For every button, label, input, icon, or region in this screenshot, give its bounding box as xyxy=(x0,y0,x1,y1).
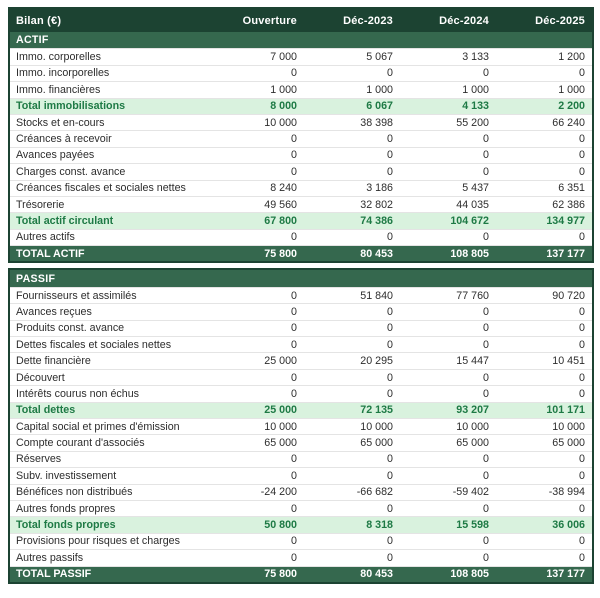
subtotal-row xyxy=(10,212,592,228)
row-label: TOTAL PASSIF xyxy=(16,568,92,581)
cell-dec-2024: 0 xyxy=(483,338,489,351)
row-label: Immo. corporelles xyxy=(16,51,101,64)
cell-dec-2024: 0 xyxy=(483,322,489,335)
cell-dec-2024: 15 598 xyxy=(456,519,489,532)
cell-dec-2024: 0 xyxy=(483,149,489,162)
section-actif xyxy=(10,32,592,261)
table-row xyxy=(10,114,592,130)
column-header-dec-2023: Déc-2023 xyxy=(343,14,393,27)
cell-ouverture: 0 xyxy=(291,535,297,548)
cell-dec-2025: 36 006 xyxy=(552,519,585,532)
row-label: Produits const. avance xyxy=(16,322,125,335)
cell-ouverture: 1 000 xyxy=(270,83,297,96)
cell-dec-2025: 0 xyxy=(579,133,585,146)
column-header-ouverture: Ouverture xyxy=(242,14,297,27)
cell-ouverture: 0 xyxy=(291,165,297,178)
cell-ouverture: 50 800 xyxy=(264,519,297,532)
cell-dec-2025: 65 000 xyxy=(552,437,585,450)
table-row xyxy=(10,451,592,467)
cell-ouverture: -24 200 xyxy=(260,486,297,499)
cell-dec-2025: 0 xyxy=(579,231,585,244)
cell-dec-2024: 0 xyxy=(483,453,489,466)
row-label: Avances payées xyxy=(16,149,95,162)
cell-dec-2023: 0 xyxy=(387,387,393,400)
cell-dec-2023: 0 xyxy=(387,469,393,482)
cell-dec-2025: 0 xyxy=(579,502,585,515)
section-title: PASSIF xyxy=(16,272,56,285)
cell-dec-2023: 72 135 xyxy=(360,404,393,417)
row-label: Autres passifs xyxy=(16,551,84,564)
cell-ouverture: 0 xyxy=(291,133,297,146)
row-label: Provisions pour risques et charges xyxy=(16,535,180,548)
cell-dec-2025: 0 xyxy=(579,387,585,400)
cell-dec-2025: 137 177 xyxy=(546,247,585,260)
table-row xyxy=(10,549,592,565)
row-label: Total actif circulant xyxy=(16,214,114,227)
cell-dec-2025: -38 994 xyxy=(548,486,585,499)
row-label: Créances fiscales et sociales nettes xyxy=(16,182,186,195)
cell-dec-2023: 10 000 xyxy=(360,420,393,433)
cell-dec-2025: 0 xyxy=(579,371,585,384)
cell-dec-2024: 108 805 xyxy=(450,568,489,581)
row-label: Total immobilisations xyxy=(16,100,126,113)
cell-ouverture: 0 xyxy=(291,338,297,351)
cell-ouverture: 49 560 xyxy=(264,198,297,211)
cell-dec-2025: 10 451 xyxy=(552,355,585,368)
row-label: Découvert xyxy=(16,371,65,384)
cell-dec-2023: 74 386 xyxy=(360,214,393,227)
cell-dec-2023: 8 318 xyxy=(366,519,393,532)
cell-dec-2023: 38 398 xyxy=(360,116,393,129)
passif-table xyxy=(8,268,594,583)
table-header-row xyxy=(10,9,592,32)
cell-dec-2024: 0 xyxy=(483,305,489,318)
cell-ouverture: 65 000 xyxy=(264,437,297,450)
cell-dec-2023: 20 295 xyxy=(360,355,393,368)
cell-dec-2025: 0 xyxy=(579,149,585,162)
table-row xyxy=(10,418,592,434)
cell-dec-2023: 0 xyxy=(387,535,393,548)
cell-dec-2024: 77 760 xyxy=(456,289,489,302)
table-row xyxy=(10,163,592,179)
cell-dec-2025: 0 xyxy=(579,469,585,482)
cell-dec-2025: 0 xyxy=(579,453,585,466)
row-label: Stocks et en-cours xyxy=(16,116,105,129)
table-row xyxy=(10,48,592,64)
table-row xyxy=(10,287,592,303)
cell-dec-2025: 0 xyxy=(579,67,585,80)
cell-dec-2023: 80 453 xyxy=(360,247,393,260)
row-label: Intérêts courus non échus xyxy=(16,387,139,400)
section-passif xyxy=(10,270,592,581)
cell-dec-2024: 108 805 xyxy=(450,247,489,260)
table-row xyxy=(10,229,592,245)
cell-ouverture: 10 000 xyxy=(264,116,297,129)
table-row xyxy=(10,385,592,401)
column-header-dec-2024: Déc-2024 xyxy=(439,14,489,27)
table-row xyxy=(10,533,592,549)
cell-dec-2024: 44 035 xyxy=(456,198,489,211)
cell-dec-2025: 62 386 xyxy=(552,198,585,211)
row-label: TOTAL ACTIF xyxy=(16,247,85,260)
cell-ouverture: 0 xyxy=(291,231,297,244)
table-title: Bilan (€) xyxy=(16,14,62,27)
table-row xyxy=(10,65,592,81)
cell-dec-2024: 0 xyxy=(483,67,489,80)
column-header-dec-2025: Déc-2025 xyxy=(535,14,585,27)
cell-dec-2023: 0 xyxy=(387,149,393,162)
cell-ouverture: 25 000 xyxy=(264,404,297,417)
balance-sheet xyxy=(8,7,594,584)
cell-dec-2025: 0 xyxy=(579,165,585,178)
cell-dec-2025: 101 171 xyxy=(546,404,585,417)
cell-dec-2024: 0 xyxy=(483,387,489,400)
cell-dec-2024: 104 672 xyxy=(450,214,489,227)
cell-dec-2024: 0 xyxy=(483,371,489,384)
cell-dec-2023: 0 xyxy=(387,67,393,80)
cell-dec-2024: 10 000 xyxy=(456,420,489,433)
cell-ouverture: 0 xyxy=(291,551,297,564)
cell-dec-2024: 55 200 xyxy=(456,116,489,129)
row-label: Autres fonds propres xyxy=(16,502,116,515)
table-row xyxy=(10,130,592,146)
cell-ouverture: 0 xyxy=(291,371,297,384)
cell-dec-2025: 0 xyxy=(579,305,585,318)
cell-dec-2024: 1 000 xyxy=(462,83,489,96)
cell-dec-2024: 3 133 xyxy=(462,51,489,64)
cell-dec-2023: 0 xyxy=(387,338,393,351)
cell-dec-2024: 15 447 xyxy=(456,355,489,368)
cell-dec-2024: 0 xyxy=(483,551,489,564)
total-row xyxy=(10,566,592,582)
cell-ouverture: 0 xyxy=(291,502,297,515)
cell-dec-2023: 6 067 xyxy=(366,100,393,113)
cell-dec-2025: 0 xyxy=(579,322,585,335)
cell-dec-2023: 51 840 xyxy=(360,289,393,302)
cell-dec-2023: 0 xyxy=(387,322,393,335)
cell-ouverture: 8 240 xyxy=(270,182,297,195)
table-row xyxy=(10,303,592,319)
cell-dec-2023: 3 186 xyxy=(366,182,393,195)
cell-dec-2025: 2 200 xyxy=(558,100,585,113)
row-label: Charges const. avance xyxy=(16,165,126,178)
cell-dec-2025: 90 720 xyxy=(552,289,585,302)
cell-ouverture: 0 xyxy=(291,453,297,466)
row-label: Total dettes xyxy=(16,404,76,417)
cell-dec-2024: 0 xyxy=(483,133,489,146)
subtotal-row xyxy=(10,516,592,532)
cell-dec-2025: 134 977 xyxy=(546,214,585,227)
cell-dec-2024: -59 402 xyxy=(452,486,489,499)
cell-dec-2025: 1 000 xyxy=(558,83,585,96)
row-label: Subv. investissement xyxy=(16,469,117,482)
row-label: Compte courant d'associés xyxy=(16,437,145,450)
table-row xyxy=(10,147,592,163)
cell-dec-2023: 0 xyxy=(387,133,393,146)
cell-dec-2023: 0 xyxy=(387,305,393,318)
table-row xyxy=(10,500,592,516)
cell-dec-2023: 0 xyxy=(387,165,393,178)
cell-ouverture: 75 800 xyxy=(264,247,297,260)
row-label: Fournisseurs et assimilés xyxy=(16,289,137,302)
table-row xyxy=(10,196,592,212)
cell-dec-2023: 0 xyxy=(387,502,393,515)
cell-dec-2024: 0 xyxy=(483,469,489,482)
cell-ouverture: 0 xyxy=(291,67,297,80)
cell-dec-2023: 65 000 xyxy=(360,437,393,450)
cell-dec-2024: 0 xyxy=(483,502,489,515)
cell-dec-2024: 0 xyxy=(483,165,489,178)
cell-dec-2023: 1 000 xyxy=(366,83,393,96)
row-label: Trésorerie xyxy=(16,198,65,211)
table-row xyxy=(10,336,592,352)
row-label: Créances à recevoir xyxy=(16,133,112,146)
cell-ouverture: 75 800 xyxy=(264,568,297,581)
section-title: ACTIF xyxy=(16,34,49,47)
cell-dec-2024: 4 133 xyxy=(462,100,489,113)
table-row xyxy=(10,467,592,483)
cell-ouverture: 67 800 xyxy=(264,214,297,227)
row-label: Immo. incorporelles xyxy=(16,67,110,80)
cell-dec-2025: 137 177 xyxy=(546,568,585,581)
cell-dec-2025: 66 240 xyxy=(552,116,585,129)
actif-table xyxy=(8,7,594,263)
cell-dec-2023: -66 682 xyxy=(356,486,393,499)
cell-ouverture: 10 000 xyxy=(264,420,297,433)
cell-dec-2025: 10 000 xyxy=(552,420,585,433)
cell-dec-2025: 0 xyxy=(579,338,585,351)
table-row xyxy=(10,484,592,500)
cell-dec-2023: 0 xyxy=(387,231,393,244)
cell-dec-2025: 6 351 xyxy=(558,182,585,195)
cell-ouverture: 25 000 xyxy=(264,355,297,368)
row-label: Avances reçues xyxy=(16,305,92,318)
table-row xyxy=(10,369,592,385)
cell-dec-2023: 32 802 xyxy=(360,198,393,211)
row-label: Autres actifs xyxy=(16,231,75,244)
table-row xyxy=(10,81,592,97)
cell-dec-2024: 0 xyxy=(483,535,489,548)
row-label: Immo. financières xyxy=(16,83,101,96)
cell-ouverture: 8 000 xyxy=(270,100,297,113)
cell-ouverture: 0 xyxy=(291,322,297,335)
cell-ouverture: 0 xyxy=(291,469,297,482)
total-row xyxy=(10,245,592,261)
cell-dec-2024: 0 xyxy=(483,231,489,244)
cell-ouverture: 0 xyxy=(291,305,297,318)
row-label: Dettes fiscales et sociales nettes xyxy=(16,338,172,351)
table-row xyxy=(10,320,592,336)
cell-ouverture: 7 000 xyxy=(270,51,297,64)
cell-dec-2023: 5 067 xyxy=(366,51,393,64)
table-row xyxy=(10,180,592,196)
cell-dec-2024: 5 437 xyxy=(462,182,489,195)
row-label: Total fonds propres xyxy=(16,519,116,532)
table-row xyxy=(10,352,592,368)
cell-dec-2023: 0 xyxy=(387,371,393,384)
cell-dec-2023: 0 xyxy=(387,453,393,466)
cell-ouverture: 0 xyxy=(291,289,297,302)
cell-dec-2024: 65 000 xyxy=(456,437,489,450)
cell-dec-2023: 0 xyxy=(387,551,393,564)
row-label: Réserves xyxy=(16,453,62,466)
subtotal-row xyxy=(10,402,592,418)
table-row xyxy=(10,434,592,450)
row-label: Bénéfices non distribués xyxy=(16,486,133,499)
row-label: Dette financière xyxy=(16,355,91,368)
cell-dec-2025: 1 200 xyxy=(558,51,585,64)
cell-dec-2023: 80 453 xyxy=(360,568,393,581)
section-header-row-actif xyxy=(10,32,592,48)
cell-dec-2025: 0 xyxy=(579,535,585,548)
cell-ouverture: 0 xyxy=(291,387,297,400)
subtotal-row xyxy=(10,98,592,114)
cell-ouverture: 0 xyxy=(291,149,297,162)
row-label: Capital social et primes d'émission xyxy=(16,420,180,433)
cell-dec-2024: 93 207 xyxy=(456,404,489,417)
cell-dec-2025: 0 xyxy=(579,551,585,564)
section-header-row-passif xyxy=(10,270,592,286)
